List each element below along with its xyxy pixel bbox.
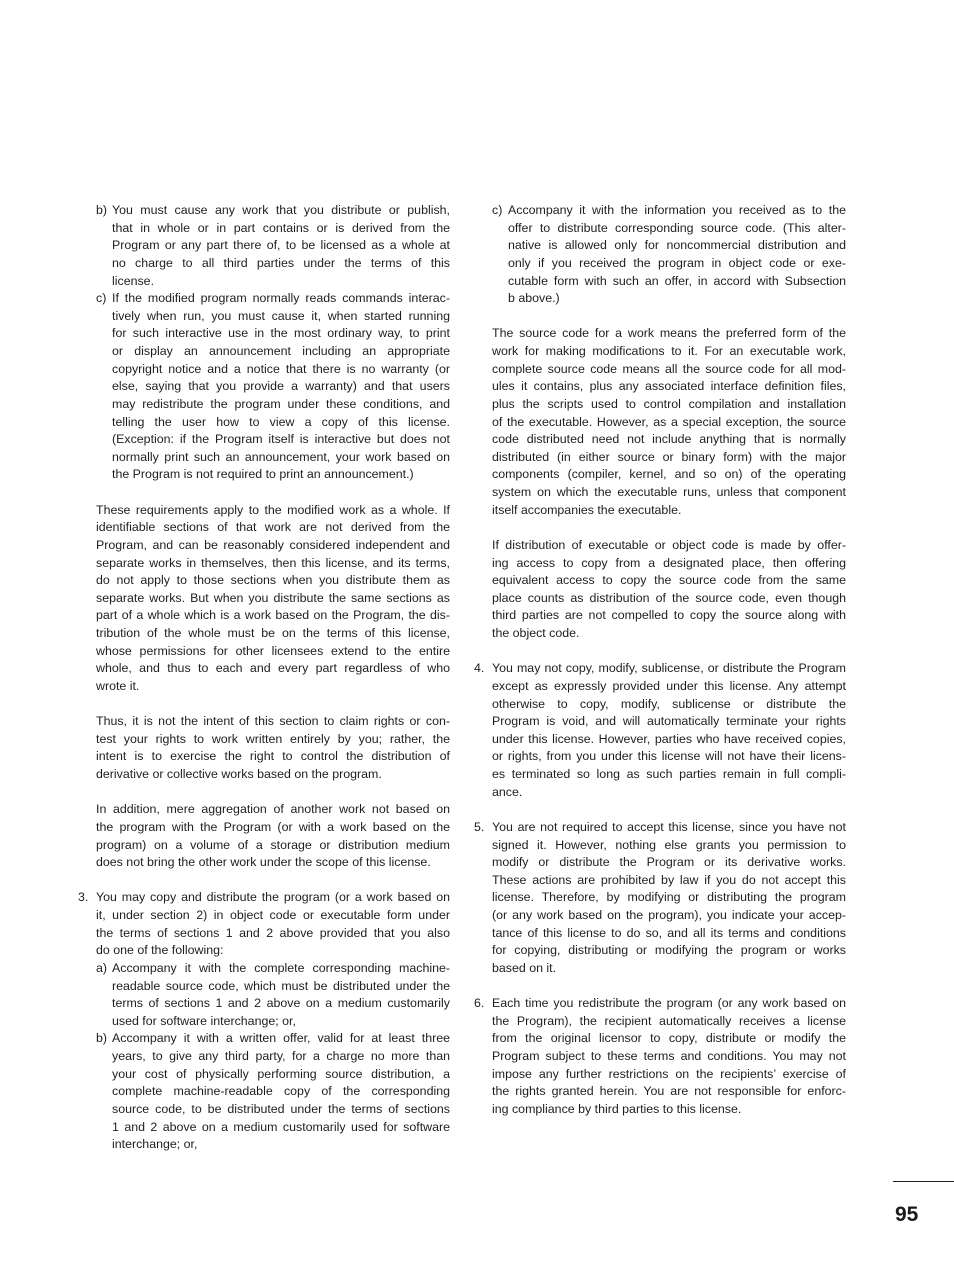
paragraph-aggregation-text bbox=[96, 801, 450, 872]
text-line: native is allowed only for noncommercial distribution and bbox=[508, 238, 846, 253]
list-marker: b) bbox=[96, 203, 108, 217]
text-line: no charge to all third parties under the terms of this bbox=[112, 255, 450, 270]
text-line: Accompany it with the information you received as to the bbox=[508, 203, 846, 217]
text-line: identifiable sections of that work are not derived from the bbox=[96, 520, 450, 535]
paragraph-source-code-text bbox=[492, 325, 846, 519]
text-line: or display an announcement including an appropriate bbox=[112, 344, 450, 358]
section-5-text bbox=[492, 819, 846, 978]
section-3-text bbox=[96, 889, 450, 960]
text-line: test your rights to work written entirely by you; rather, the bbox=[96, 731, 450, 746]
section-6 bbox=[474, 995, 846, 1118]
paragraph-intent-text bbox=[96, 713, 450, 784]
text-line: 1 and 2 above on a medium customarily used for software bbox=[112, 1119, 450, 1134]
text-line: Program, and can be reasonably considered independent and bbox=[96, 537, 450, 552]
text-line: the Program is not required to print an announcement.) bbox=[112, 467, 414, 482]
section-3a bbox=[96, 960, 450, 1031]
text-line: the terms of sections 1 and 2 above provided that you also bbox=[96, 925, 450, 940]
text-line: If the modified program normally reads commands interac- bbox=[112, 291, 450, 306]
text-line: intent is to exercise the right to control the distribution of bbox=[96, 749, 450, 764]
text-line: complete source code means all the source code for all mod- bbox=[492, 361, 846, 376]
text-line: license. Therefore, by modifying or distributing the program bbox=[492, 890, 846, 905]
text-line: only if you received the program in object code or exe- bbox=[508, 255, 846, 270]
text-line: of the executable. However, as a special exception, the source bbox=[492, 414, 846, 429]
text-line: code distributed need not include anything that is normally bbox=[492, 432, 846, 447]
section-number: 5. bbox=[474, 819, 485, 834]
text-line: used for software interchange; or, bbox=[112, 1013, 296, 1028]
list-marker: c) bbox=[96, 291, 107, 306]
text-line: separate works in themselves, then this license, and its terms, bbox=[96, 555, 450, 570]
text-line: except as expressly provided under this license. Any attempt bbox=[492, 678, 846, 693]
section-3b bbox=[96, 1030, 450, 1153]
text-line: Accompany it with a written offer, valid for at least three bbox=[112, 1031, 450, 1046]
text-line: else, saying that you provide a warranty) and that users bbox=[112, 379, 450, 394]
text-line: the object code. bbox=[492, 626, 580, 640]
text-line: whole, and thus to each and every part regardless of who bbox=[96, 661, 450, 676]
paragraph-distribution bbox=[492, 537, 846, 643]
text-line: es terminated so long as such parties remain in full compli- bbox=[492, 767, 846, 781]
paragraph-requirements-text bbox=[96, 502, 450, 696]
text-line: offer to distribute corresponding source code. (This alter- bbox=[508, 220, 846, 235]
text-line: You may not copy, modify, sublicense, or distribute the Program bbox=[492, 661, 846, 676]
text-line: Program or any part there of, to be licensed as a whole at bbox=[112, 238, 450, 253]
text-line: derivative or collective works based on the program. bbox=[96, 767, 382, 781]
list-marker: a) bbox=[96, 960, 108, 975]
text-line: your cost of physically performing source distribution, a bbox=[112, 1066, 450, 1081]
text-line: years, to give any third party, for a charge no more than bbox=[112, 1049, 450, 1063]
text-line: In addition, mere aggregation of another work not based on bbox=[96, 802, 450, 817]
text-line: terms of sections 1 and 2 above on a medium customarily bbox=[112, 996, 450, 1011]
text-line: under this license. However, parties who have received copies, bbox=[492, 731, 846, 746]
text-line: ance. bbox=[492, 784, 523, 799]
text-line: do not apply to those sections when you distribute them as bbox=[96, 573, 450, 588]
text-line: modify or distribute the Program or its derivative works. bbox=[492, 855, 846, 870]
section-number: 3. bbox=[78, 890, 89, 905]
text-line: b above.) bbox=[508, 291, 560, 306]
text-line: that in whole or in part contains or is derived from the bbox=[112, 220, 450, 235]
text-line: license. bbox=[112, 273, 155, 288]
text-line: the program with the Program (or with a work based on the bbox=[96, 819, 450, 834]
list-marker: b) bbox=[96, 1031, 108, 1046]
text-line: the rights granted herein. You are not responsible for enforc- bbox=[492, 1084, 846, 1099]
right-column bbox=[474, 202, 846, 1119]
text-line: normally print such an announcement, your work based on bbox=[112, 449, 450, 464]
section-3b-text bbox=[112, 1030, 450, 1153]
text-line: (Exception: if the Program itself is interactive but does not bbox=[112, 432, 450, 447]
text-line: source code, to be distributed under the terms of sections bbox=[112, 1101, 450, 1116]
section-number: 6. bbox=[474, 996, 485, 1011]
text-line: ing compliance by third parties to this license. bbox=[492, 1101, 742, 1116]
section-3 bbox=[78, 889, 450, 960]
text-line: Program is void, and will automatically terminate your rights bbox=[492, 714, 846, 729]
left-column bbox=[78, 202, 450, 1154]
section-3c-text bbox=[508, 202, 846, 308]
text-line: ing access to copy from a designated place, then offering bbox=[492, 555, 846, 570]
text-line: third parties are not compelled to copy the source along with bbox=[492, 608, 846, 623]
paragraph-aggregation bbox=[96, 801, 450, 872]
section-3c bbox=[492, 202, 846, 308]
text-line: based on it. bbox=[492, 960, 557, 975]
text-line: whose permissions for other licensees extend to the entire bbox=[96, 643, 450, 658]
paragraph-intent bbox=[96, 713, 450, 784]
text-line: does not bring the other work under the scope of this license. bbox=[96, 855, 431, 870]
text-line: distributed (in either source or binary form) with the major bbox=[492, 449, 846, 464]
text-line: Each time you redistribute the program (or any work based on bbox=[492, 996, 846, 1011]
text-line: signed it. However, nothing else grants you permission to bbox=[492, 837, 846, 852]
section-6-text bbox=[492, 995, 846, 1118]
text-line: The source code for a work means the preferred form of the bbox=[492, 326, 846, 341]
text-line: These requirements apply to the modified work as a whole. If bbox=[96, 502, 450, 517]
text-line: complete machine-readable copy of the corresponding bbox=[112, 1084, 450, 1099]
text-line: for such interactive use in the most ordinary way, to print bbox=[112, 326, 450, 341]
text-line: copyright notice and a notice that there is no warranty (or bbox=[112, 361, 450, 376]
text-line: cutable form with such an offer, in accord with Subsection bbox=[508, 273, 846, 288]
text-line: place counts as distribution of the source code, even though bbox=[492, 590, 846, 605]
text-line: (or any work based on the program), you indicate your accep- bbox=[492, 908, 846, 922]
paragraph-distribution-text bbox=[492, 537, 846, 643]
text-line: You are not required to accept this license, since you have not bbox=[492, 819, 846, 834]
text-line: interchange; or, bbox=[112, 1137, 198, 1152]
page-number: 95 bbox=[895, 1203, 919, 1226]
section-4 bbox=[474, 660, 846, 801]
text-line: Accompany it with the complete corresponding machine- bbox=[112, 960, 450, 975]
text-line: work for making modifications to it. For an executable work, bbox=[492, 344, 846, 358]
text-line: from the original licensor to copy, distribute or modify the bbox=[492, 1031, 846, 1046]
text-line: tance of this license to do so, and all its terms and conditions bbox=[492, 925, 846, 940]
paragraph-source-code bbox=[492, 325, 846, 519]
text-line: itself accompanies the executable. bbox=[492, 502, 682, 517]
text-line: do one of the following: bbox=[96, 943, 224, 958]
text-line: part of a whole which is a work based on the Program, the dis- bbox=[96, 608, 450, 623]
clause-c bbox=[96, 290, 450, 484]
section-5 bbox=[474, 819, 846, 978]
text-line: otherwise to copy, modify, sublicense or distribute the bbox=[492, 696, 846, 711]
text-line: Program subject to these terms and conditions. You may not bbox=[492, 1049, 846, 1063]
text-line: telling the user how to view a copy of this license. bbox=[112, 414, 450, 429]
text-line: plus the scripts used to control compilation and installation bbox=[492, 396, 846, 411]
text-line: program) on a volume of a storage or distribution medium bbox=[96, 837, 450, 852]
text-line: You may copy and distribute the program (or a work based on bbox=[96, 890, 450, 905]
section-number: 4. bbox=[474, 661, 485, 676]
text-line: You must cause any work that you distribute or publish, bbox=[112, 203, 450, 217]
text-line: separate works. But when you distribute the same sections as bbox=[96, 590, 450, 605]
footer-divider bbox=[893, 1181, 954, 1182]
list-marker: c) bbox=[492, 203, 503, 217]
clause-c-text bbox=[112, 290, 450, 484]
text-line: If distribution of executable or object code is made by offer- bbox=[492, 537, 846, 552]
text-line: tribution of the whole must be on the terms of this license, bbox=[96, 626, 450, 640]
text-line: wrote it. bbox=[96, 678, 140, 693]
text-line: for copying, distributing or modifying the program or works bbox=[492, 943, 846, 958]
text-line: equivalent access to copy the source code from the same bbox=[492, 573, 846, 588]
text-line: system on which the executable runs, unless that component bbox=[492, 485, 846, 499]
text-line: may redistribute the program under these conditions, and bbox=[112, 396, 450, 411]
text-line: it, under section 2) in object code or executable form under bbox=[96, 908, 450, 922]
text-line: readable source code, which must be distributed under the bbox=[112, 978, 450, 993]
text-line: tively when run, you must cause it, when started running bbox=[112, 308, 450, 323]
text-line: the Program), the recipient automatically receives a license bbox=[492, 1013, 846, 1028]
paragraph-requirements bbox=[96, 502, 450, 696]
text-line: Thus, it is not the intent of this section to claim rights or con- bbox=[96, 714, 450, 729]
text-line: impose any further restrictions on the recipients’ exercise of bbox=[492, 1066, 846, 1081]
text-line: ules it contains, plus any associated interface definition files, bbox=[492, 379, 846, 394]
clause-b bbox=[96, 202, 450, 290]
text-line: or rights, from you under this license will not have their licens- bbox=[492, 749, 846, 764]
text-line: components (compiler, kernel, and so on) of the operating bbox=[492, 467, 846, 482]
clause-b-text bbox=[112, 202, 450, 290]
section-4-text bbox=[492, 660, 846, 801]
section-3a-text bbox=[112, 960, 450, 1031]
text-line: These actions are prohibited by law if you do not accept this bbox=[492, 872, 846, 887]
